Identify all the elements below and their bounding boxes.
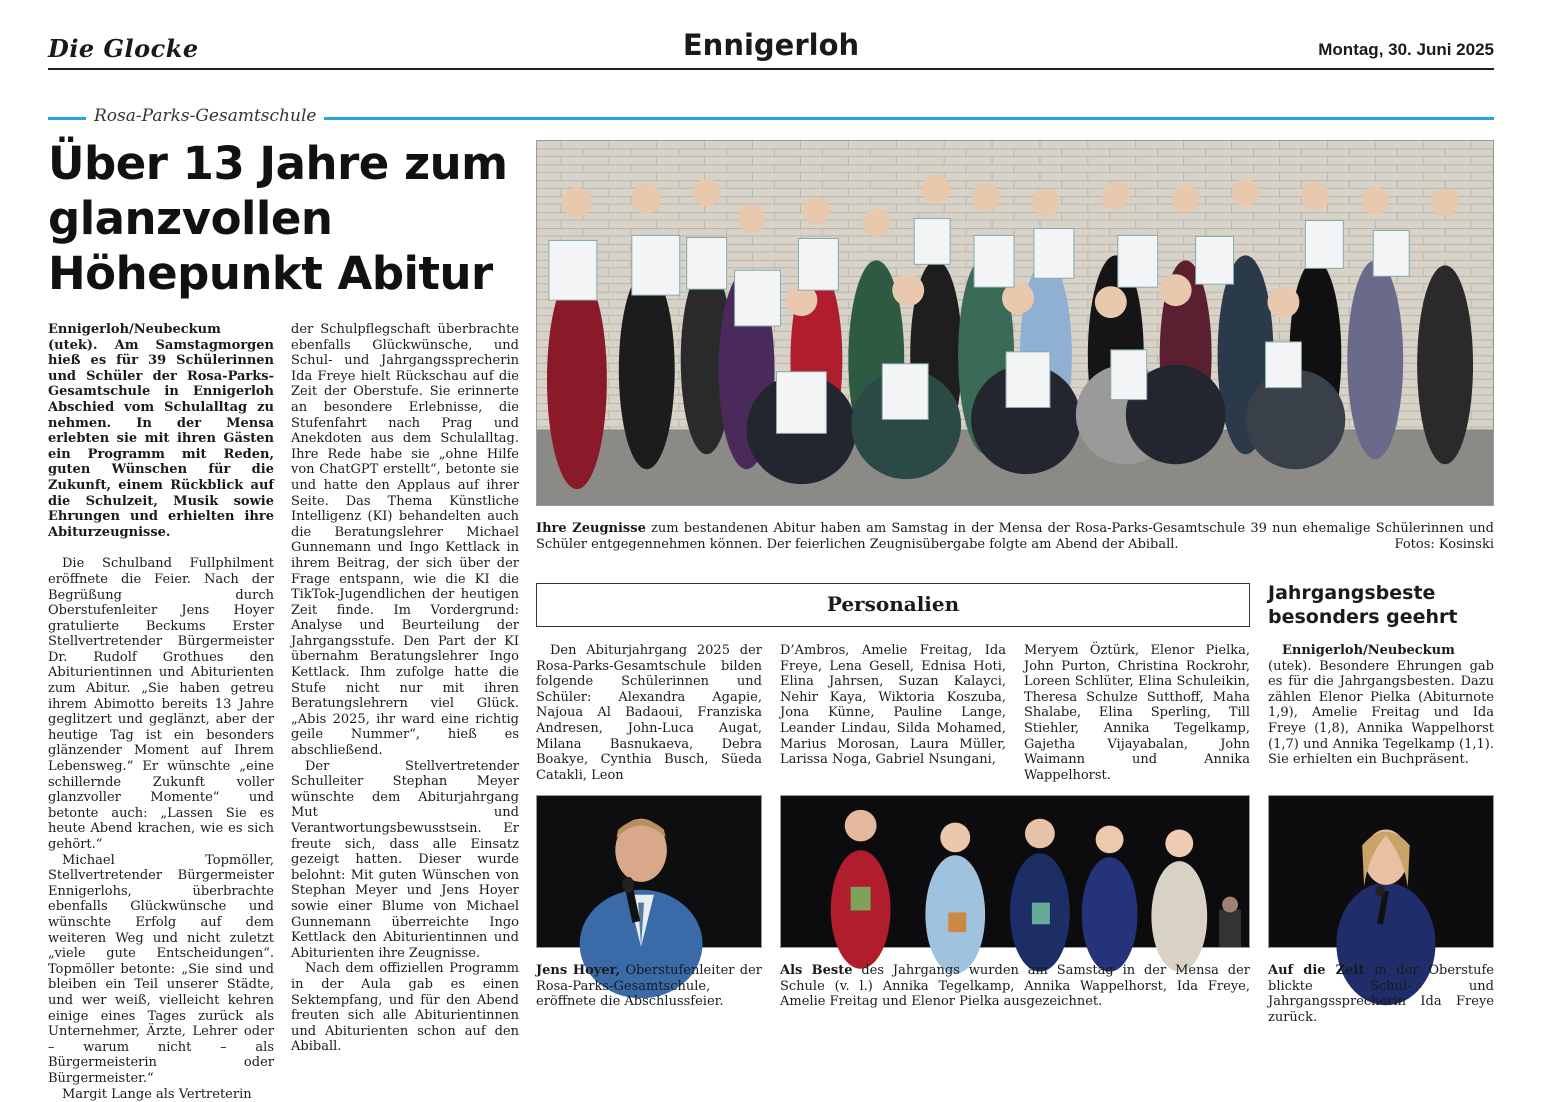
article-headline: Über 13 Jahre zum glanzvollen Höhepunkt Abitur [48, 136, 528, 301]
group-photo-caption [536, 521, 1494, 552]
caption-lead: Als Beste [780, 963, 852, 978]
caption-lead: Auf die Zeit [1268, 963, 1364, 978]
personalien-heading: Personalien [536, 583, 1250, 627]
sidebar-dateline: Ennigerloh/Neubeckum [1282, 643, 1455, 658]
article-paragraph: Nach dem offiziellen Programm in der Aula gab es einen Sektempfang, und für den Abend freuten sich alle Abiturientinnen und Abiturienten schon auf den Abiball. [291, 961, 519, 1055]
personalien-column-1 [536, 643, 762, 783]
caption-text: zum bestandenen Abitur haben am Samstag in der Mensa der Rosa-Parks-Gesamtschule 39 nun ehemalige Schülerinnen und Schüler entgegennehmen können. Der feierlichen Zeugnisübergabe folgte am Abend der Abiball. [536, 521, 1494, 552]
issue-date: Montag, 30. Juni 2025 [1318, 40, 1494, 60]
article-lead: Ennigerloh/Neubeckum (utek). Am Samstagmorgen hieß es für 39 Schülerinnen und Schüler der Rosa-Parks-Gesamtschule in Ennigerloh Abschied vom Schulalltag zu nehmen. In der Mensa erlebten sie mit ihren Gästen ein Programm mit Reden, guten Wünschen für die Zukunft, einem Rückblick auf die Schulzeit, Musik sowie Ehrungen und erhielten ihre Abiturzeugnisse. [48, 322, 274, 540]
caption-text: Oberstufenleiter der Rosa-Parks-Gesamtschule, eröffnete die Abschlussfeier. [536, 963, 762, 1009]
personalien-column-2 [780, 643, 1006, 768]
article-kicker: Rosa-Parks-Gesamtschule [86, 106, 324, 126]
caption-text: in der Oberstufe blickte Schul- und Jahrgangssprecherin Ida Freye zurück. [1268, 963, 1494, 1025]
personalien-text: Den Abiturjahrgang 2025 der Rosa-Parks-Gesamtschule bilden folgende Schülerinnen und Schüler: Alexandra Agapie, Najoua Al Badaoui, Franziska Andresen, John-Luca Augat, Milana Basnukaeva, Debra Boakye, Cynthia Busch, Süeda Catakli, Leon [536, 643, 762, 783]
sidebar-text: (utek). Besondere Ehrungen gab es für die Jahrgangsbesten. Dazu zählen Elenor Pielka (Abiturnote 1,9), Amelie Freitag und Ida Freye (1,8), Annika Wappelhorst (1,7) und Annika Tegelkamp (1,1). Sie erhielten ein Buchpräsent. [1268, 659, 1494, 768]
best-students-photo-image [781, 796, 1249, 947]
best-students-caption [780, 963, 1250, 1010]
photo-credit: Fotos: Kosinski [1395, 537, 1494, 553]
personalien-text: Meryem Öztürk, Elenor Pielka, John Purton, Christina Rockrohr, Loreen Schlüter, Elina Schuleikin, Theresa Schulze Sutthoff, Maha Shalabe, Elina Sperling, Till Stiehler, Annika Tegelkamp, Gajetha Vijayabalan, John Waimann und Annika Wappelhorst. [1024, 643, 1250, 783]
local-section-title: Ennigerloh [48, 28, 1494, 62]
article-column-2 [291, 322, 519, 1055]
article-paragraph: Michael Topmöller, Stellvertretender Bürgermeister Ennigerlohs, überbrachte ebenfalls Glückwünsche und wünschte Erfolg auf dem weiteren Weg und nicht zuletzt „viele gute Entscheidungen“. Topmöller betonte: „Sie sind und bleiben ein Teil unserer Städte, und wer weiß, vielleicht kehren einige eines Tages zurück als Unternehmer, Ärzte, Lehrer oder – warum nicht – als Bürgermeisterin oder Bürgermeister.“ [48, 853, 274, 1087]
speaker-photo-image [537, 796, 761, 947]
article-column-1 [48, 322, 274, 1102]
article-paragraph: der Schulpflegschaft überbrachte ebenfalls Glückwünsche, und Schul- und Jahrgangssprecherin Ida Freye hielt Rückschau auf die Zeit der Oberstufe. Sie erinnerte an besondere Erlebnisse, die Stufenfahrt nach Prag und Anekdoten aus dem Schulalltag. Ihre Rede habe sie „ohne Hilfe von ChatGPT erstellt“, betonte sie und hatte den Applaus auf ihrer Seite. Das Thema Künstliche Intelligenz (KI) behandelten auch die Beratungslehrer Michael Gunnemann und Ingo Kettlack in ihrem Beitrag, der sich über der Frage entspann, wie die KI die TikTok-Jugendlichen der heutigen Zeit finde. Im Vordergrund: Analyse und Beurteilung der Jahrgangsstufe. Den Part der KI übernahm Beratungslehrer Ingo Kettlack. Ihm zufolge hatte die Stufe nicht nur mit ihren Beratungslehrern viel Glück. „Abis 2025, ihr ward eine richtig geile Nummer“, hieß es abschließend. [291, 322, 519, 759]
sidebar-headline: Jahrgangsbeste besonders geehrt [1268, 581, 1494, 629]
sidebar-article [1268, 643, 1494, 768]
best-students-photo [780, 795, 1250, 948]
personalien-column-3 [1024, 643, 1250, 783]
personalien-text: D’Ambros, Amelie Freitag, Ida Freye, Lena Gesell, Ednisa Hoti, Elina Jahrsen, Suzan Kalayci, Nehir Kaya, Wiktoria Koszuba, Jona Künne, Pauline Lange, Leander Lindau, Silda Mohamed, Marius Morosan, Laura Müller, Larissa Noga, Gabriel Nsungani, [780, 643, 1006, 768]
speaker-ida-caption [1268, 963, 1494, 1025]
speaker-photo-caption [536, 963, 762, 1010]
caption-text: des Jahrgangs wurden am Samstag in der Mensa der Schule (v. l.) Annika Tegelkamp, Annika Wappelhorst, Ida Freye, Amelie Freitag und Elenor Pielka ausgezeichnet. [780, 963, 1250, 1009]
speaker-ida-photo-image [1269, 796, 1493, 947]
speaker-ida-photo [1268, 795, 1494, 948]
article-paragraph: Der Stellvertretender Schulleiter Stephan Meyer wünschte dem Abiturjahrgang Mut und Verantwortungsbewusstsein. Er freute sich, dass alle Einsatz gezeigt hatten. Dieser wurde belohnt: Mit guten Wünschen von Stephan Meyer und Jens Hoyer sowie einer Blume von Michael Gunnemann überreichte Ingo Kettlack den Abiturientinnen und Abiturienten ihre Zeugnisse. [291, 759, 519, 962]
newspaper-logo: Die Glocke [48, 34, 199, 63]
masthead [48, 28, 1494, 70]
caption-lead: Jens Hoyer, [536, 963, 620, 978]
speaker-photo [536, 795, 762, 948]
article-paragraph: Die Schulband Fullphilment eröffnete die Feier. Nach der Begrüßung durch Oberstufenleiter Jens Hoyer gratulierte Beckums Erster Stellvertretender Bürgermeister Dr. Rudolf Grothues den Abiturientinnen und Abiturienten zum Abitur. „Sie haben getreu ihrem Abimotto bereits 13 Jahre geglitzert und geglänzt, aber der heutige Tag ist ein besonders glänzender Moment auf Ihrem Lebensweg.“ Er wünschte „eine schillernde Zukunft voller glanzvoller Momente“ und betonte auch: „Lassen Sie es heute Abend krachen, wie es sich gehört.“ [48, 556, 274, 852]
group-photo [536, 140, 1494, 506]
group-photo-image [537, 141, 1493, 505]
caption-lead: Ihre Zeugnisse [536, 521, 646, 536]
article-paragraph: Margit Lange als Vertreterin [48, 1087, 274, 1102]
